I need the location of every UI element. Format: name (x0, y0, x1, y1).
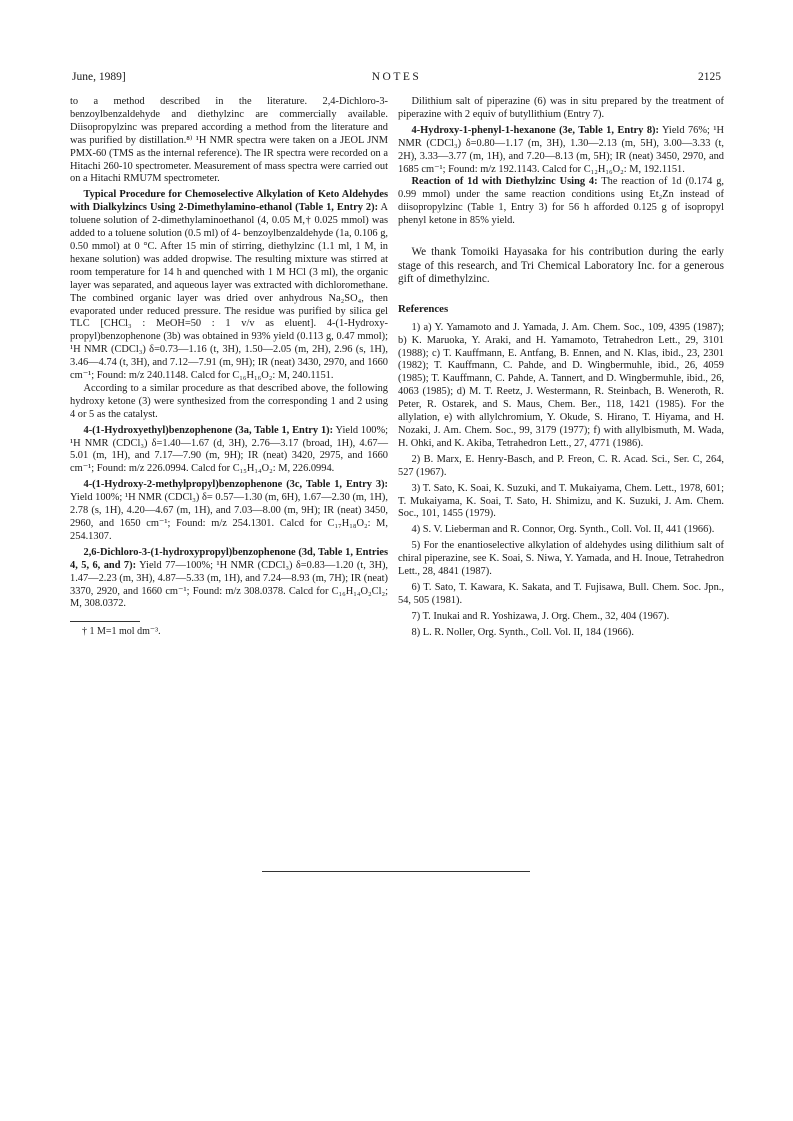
reference-item: 5) For the enantioselective alkylation of aldehydes using dilithium salt of chiral piperazine, see K. Soai, S. Niwa, Y. Yamada, and H. Inoue, Tetrahedron Lett., 28, 4841 (1987). (398, 540, 724, 578)
typical-procedure-body: A toluene solution of 2-dimethylaminoethanol (4, 0.05 M,† 0.025 mmol) was added to a toluene solution (0.5 ml) of 4- benzoylbenzaldehyde (1a, 0.106 g, 0.50 mmol) at 0 °C. After 15 min of stirring, diethylzinc (1.1 ml, 1 M, in hexane solution) was added dropwise. The resulting mixture was stirred at room temperature for 14 h and quenched with 1 M HCl (3 ml), the organic layer was separated, and aqueous layer was extracted with dichloromethane. The combined organic layer was dried over anhydrous Na₂SO₄, then evaporated under reduced pressure. The residue was purified by silica gel TLC [CHCl₃ : MeOH=50 : 1 v/v as eluent]. 4-(1-Hydroxy-propyl)benzophenone (3b) was obtained in 93% yield (0.113 g, 0.47 mmol); ¹H NMR (CDCl₃) δ=0.73—1.16 (t, 3H), 1.50—2.05 (m, 2H), 2.96 (s, 1H), 3.46—4.74 (t, 3H), and 7.12—7.91 (m, 9H); IR (neat) 3430, 2970, and 1660 cm⁻¹; Found: m/z 240.1148. Calcd for C₁₆H₁₆O₂: M, 240.1151. (70, 202, 388, 382)
paragraph-compound-3e (398, 125, 724, 177)
running-header-date: June, 1989] (72, 71, 126, 83)
compound-3a-body: Yield 100%; ¹H NMR (CDCl₃) δ=1.40—1.67 (d, 3H), 2.76—3.17 (broad, 1H), 4.67—5.01 (m, 1H), and 7.17—7.90 (m, 9H); IR (neat) 3420, 2975, and 1660 cm⁻¹; Found: m/z 226.0994. Calcd for C₁₅H₁₄O₂: M, 226.0994. (70, 424, 388, 475)
compound-3d-body: Yield 77—100%; ¹H NMR (CDCl₃) δ=0.83—1.20 (t, 3H), 1.47—2.23 (m, 3H), 4.87—5.33 (m, 1H), and 7.24—8.93 (m, 7H); IR (neat) 3370, 2920, and 1660 cm⁻¹; Found: m/z 308.0378. Calcd for C₁₆H₁₄O₂Cl₂; M, 308.0372. (70, 559, 389, 610)
paragraph-compound-3d (70, 547, 388, 612)
paragraph-similar-procedure: According to a similar procedure as that described above, the following hydroxy ketone (3) were synthesized from the corresponding 1 and 2 using 4 or 5 as the catalyst. (70, 382, 388, 420)
reaction-1d-body: The reaction of 1d (0.174 g, 0.99 mmol) under the same reaction conditions using Et₂Zn instead of diisopropylzinc (Table 1, Entry 3) for 56 h afforded 0.125 g of isopropyl phenyl ketone in 85% yield. (398, 176, 724, 227)
footnote-divider (70, 621, 140, 622)
typical-procedure-title: Typical Procedure for Chemoselective Alkylation of Keto Aldehydes with Dialkylzincs Using 2-Dimethylamino-ethanol (Table 1, Entry 2): (70, 189, 388, 214)
acknowledgement: We thank Tomoiki Hayasaka for his contribution during the early stage of this research, and Tri Chemical Laboratory Inc. for a generous gift of dimethylzinc. (398, 246, 724, 286)
references-heading: References (398, 302, 449, 315)
reference-item: 1) a) Y. Yamamoto and J. Yamada, J. Am. Chem. Soc., 109, 4395 (1987); b) K. Maruoka, Y. Araki, and H. Yamamoto, Tetrahedron Lett., 29, 3101 (1988); c) T. Kauffmann, E. Antfang, B. Ennen, and N. Klas, ibid., 23, 2301 (1982); T. Kauffmann, C. Pahde, and D. Wingbermuhle, ibid., 26, 4059 (1985); T. Kauffmann, C. Pahde, A. Tannert, and D. Wingbermuhle, ibid., 26, 4063 (1985); d) M. T. Reetz, J. Westermann, R. Steinbach, B. Weneroth, R. Peter, R. Ostarek, and S. Maus, Chem. Ber., 118, 1421 (1985). For the allylation, e) with allylchromium, Y. Okude, S. Hirano, T. Hiyama, and H. Nozaki, J. Am. Chem. Soc., 99, 3179 (1977); f) with allylbismuth, M. Wada, H. Ohki, and K. Akiba, Tetrahedron Lett., 27, 4771 (1986). (398, 321, 724, 449)
running-header-section: NOTES (371, 71, 422, 83)
paragraph-compound-3c (70, 479, 388, 544)
reaction-1d-title: Reaction of 1d with Diethylzinc Using 4: (411, 176, 598, 188)
compound-3e-title: 4-Hydroxy-1-phenyl-1-hexanone (3e, Table 1, Entry 8): (411, 124, 659, 136)
footnote: † 1 M=1 mol dm⁻³. (82, 626, 161, 638)
compound-3a-title: 4-(1-Hydroxyethyl)benzophenone (3a, Table 1, Entry 1): (83, 424, 334, 436)
compound-3c-title: 4-(1-Hydroxy-2-methylpropyl)benzophenone (3c, Table 1, Entry 3): (83, 479, 388, 491)
reference-item: 3) T. Sato, K. Soai, K. Suzuki, and T. Mukaiyama, Chem. Lett., 1978, 601; T. Mukaiyama, K. Soai, T. Sato, H. Shimizu, and K. Suzuki, J. Am. Chem. Soc., 101, 1455 (1979). (398, 482, 724, 520)
paragraph-methods: to a method described in the literature. 2,4-Dichloro-3-benzoylbenzaldehyde and diethylzinc are commercially available. Diisopropylzinc was prepared according a method from the literature and was purified by distillation.⁸⁾ ¹H NMR spectra were taken on a JEOL JNM PMX-60 (TMS as the internal reference). The IR spectra were recorded on a Hitachi 260-10 spectrometer. Measurement of mass spectra were carried out on a Hitachi RMU7M spectrometer. (70, 96, 388, 185)
reference-item: 8) L. R. Noller, Org. Synth., Coll. Vol. II, 184 (1966). (411, 626, 634, 638)
left-column (70, 96, 388, 639)
right-column (398, 96, 724, 643)
reference-item: 2) B. Marx, E. Henry-Basch, and P. Freon, C. R. Acad. Sci., Ser. C, 264, 527 (1967). (398, 453, 724, 478)
compound-3c-body: Yield 100%; ¹H NMR (CDCl₃) δ= 0.57—1.30 (m, 6H), 1.67—2.30 (m, 1H), 2.78 (s, 1H), 4.20—4.67 (m, 1H), and 7.03—8.00 (m, 9H); IR (neat) 3450, 2960, and 1650 cm⁻¹; Found: m/z 254.1301. Calcd for C₁₇H₁₈O₂: M, 254.1307. (70, 492, 388, 542)
paragraph-reaction-1d (398, 176, 724, 228)
end-of-article-rule (262, 871, 530, 872)
paragraph-compound-3a (70, 425, 388, 477)
paragraph-dilithium: Dilithium salt of piperazine (6) was in situ prepared by the treatment of piperazine with 2 equiv of butyllithium (Entry 7). (398, 96, 724, 120)
compound-3d-title: 2,6-Dichloro-3-(1-hydroxypropyl)benzophenone (3d, Table 1, Entries 4, 5, 6, and 7): (70, 546, 388, 571)
page-number: 2125 (698, 71, 721, 83)
reference-item: 7) T. Inukai and R. Yoshizawa, J. Org. Chem., 32, 404 (1967). (411, 610, 670, 622)
paragraph-typical-procedure (70, 189, 388, 383)
reference-item: 4) S. V. Lieberman and R. Connor, Org. Synth., Coll. Vol. II, 441 (1966). (411, 524, 715, 536)
compound-3e-body: Yield 76%; ¹H NMR (CDCl₃) δ=0.80—1.17 (m, 3H), 1.30—2.13 (m, 5H), 3.00—3.33 (t, 2H), 3.33—3.77 (m, 1H), and 7.20—8.13 (m, 5H); IR (neat) 3450, 2970, and 1685 cm⁻¹; Found: m/z 192.1143. Calcd for C₁₂H₁₆O₂: M, 192.1151. (398, 124, 724, 175)
reference-item: 6) T. Sato, T. Kawara, K. Sakata, and T. Fujisawa, Bull. Chem. Soc. Jpn., 54, 505 (1981). (398, 581, 724, 606)
